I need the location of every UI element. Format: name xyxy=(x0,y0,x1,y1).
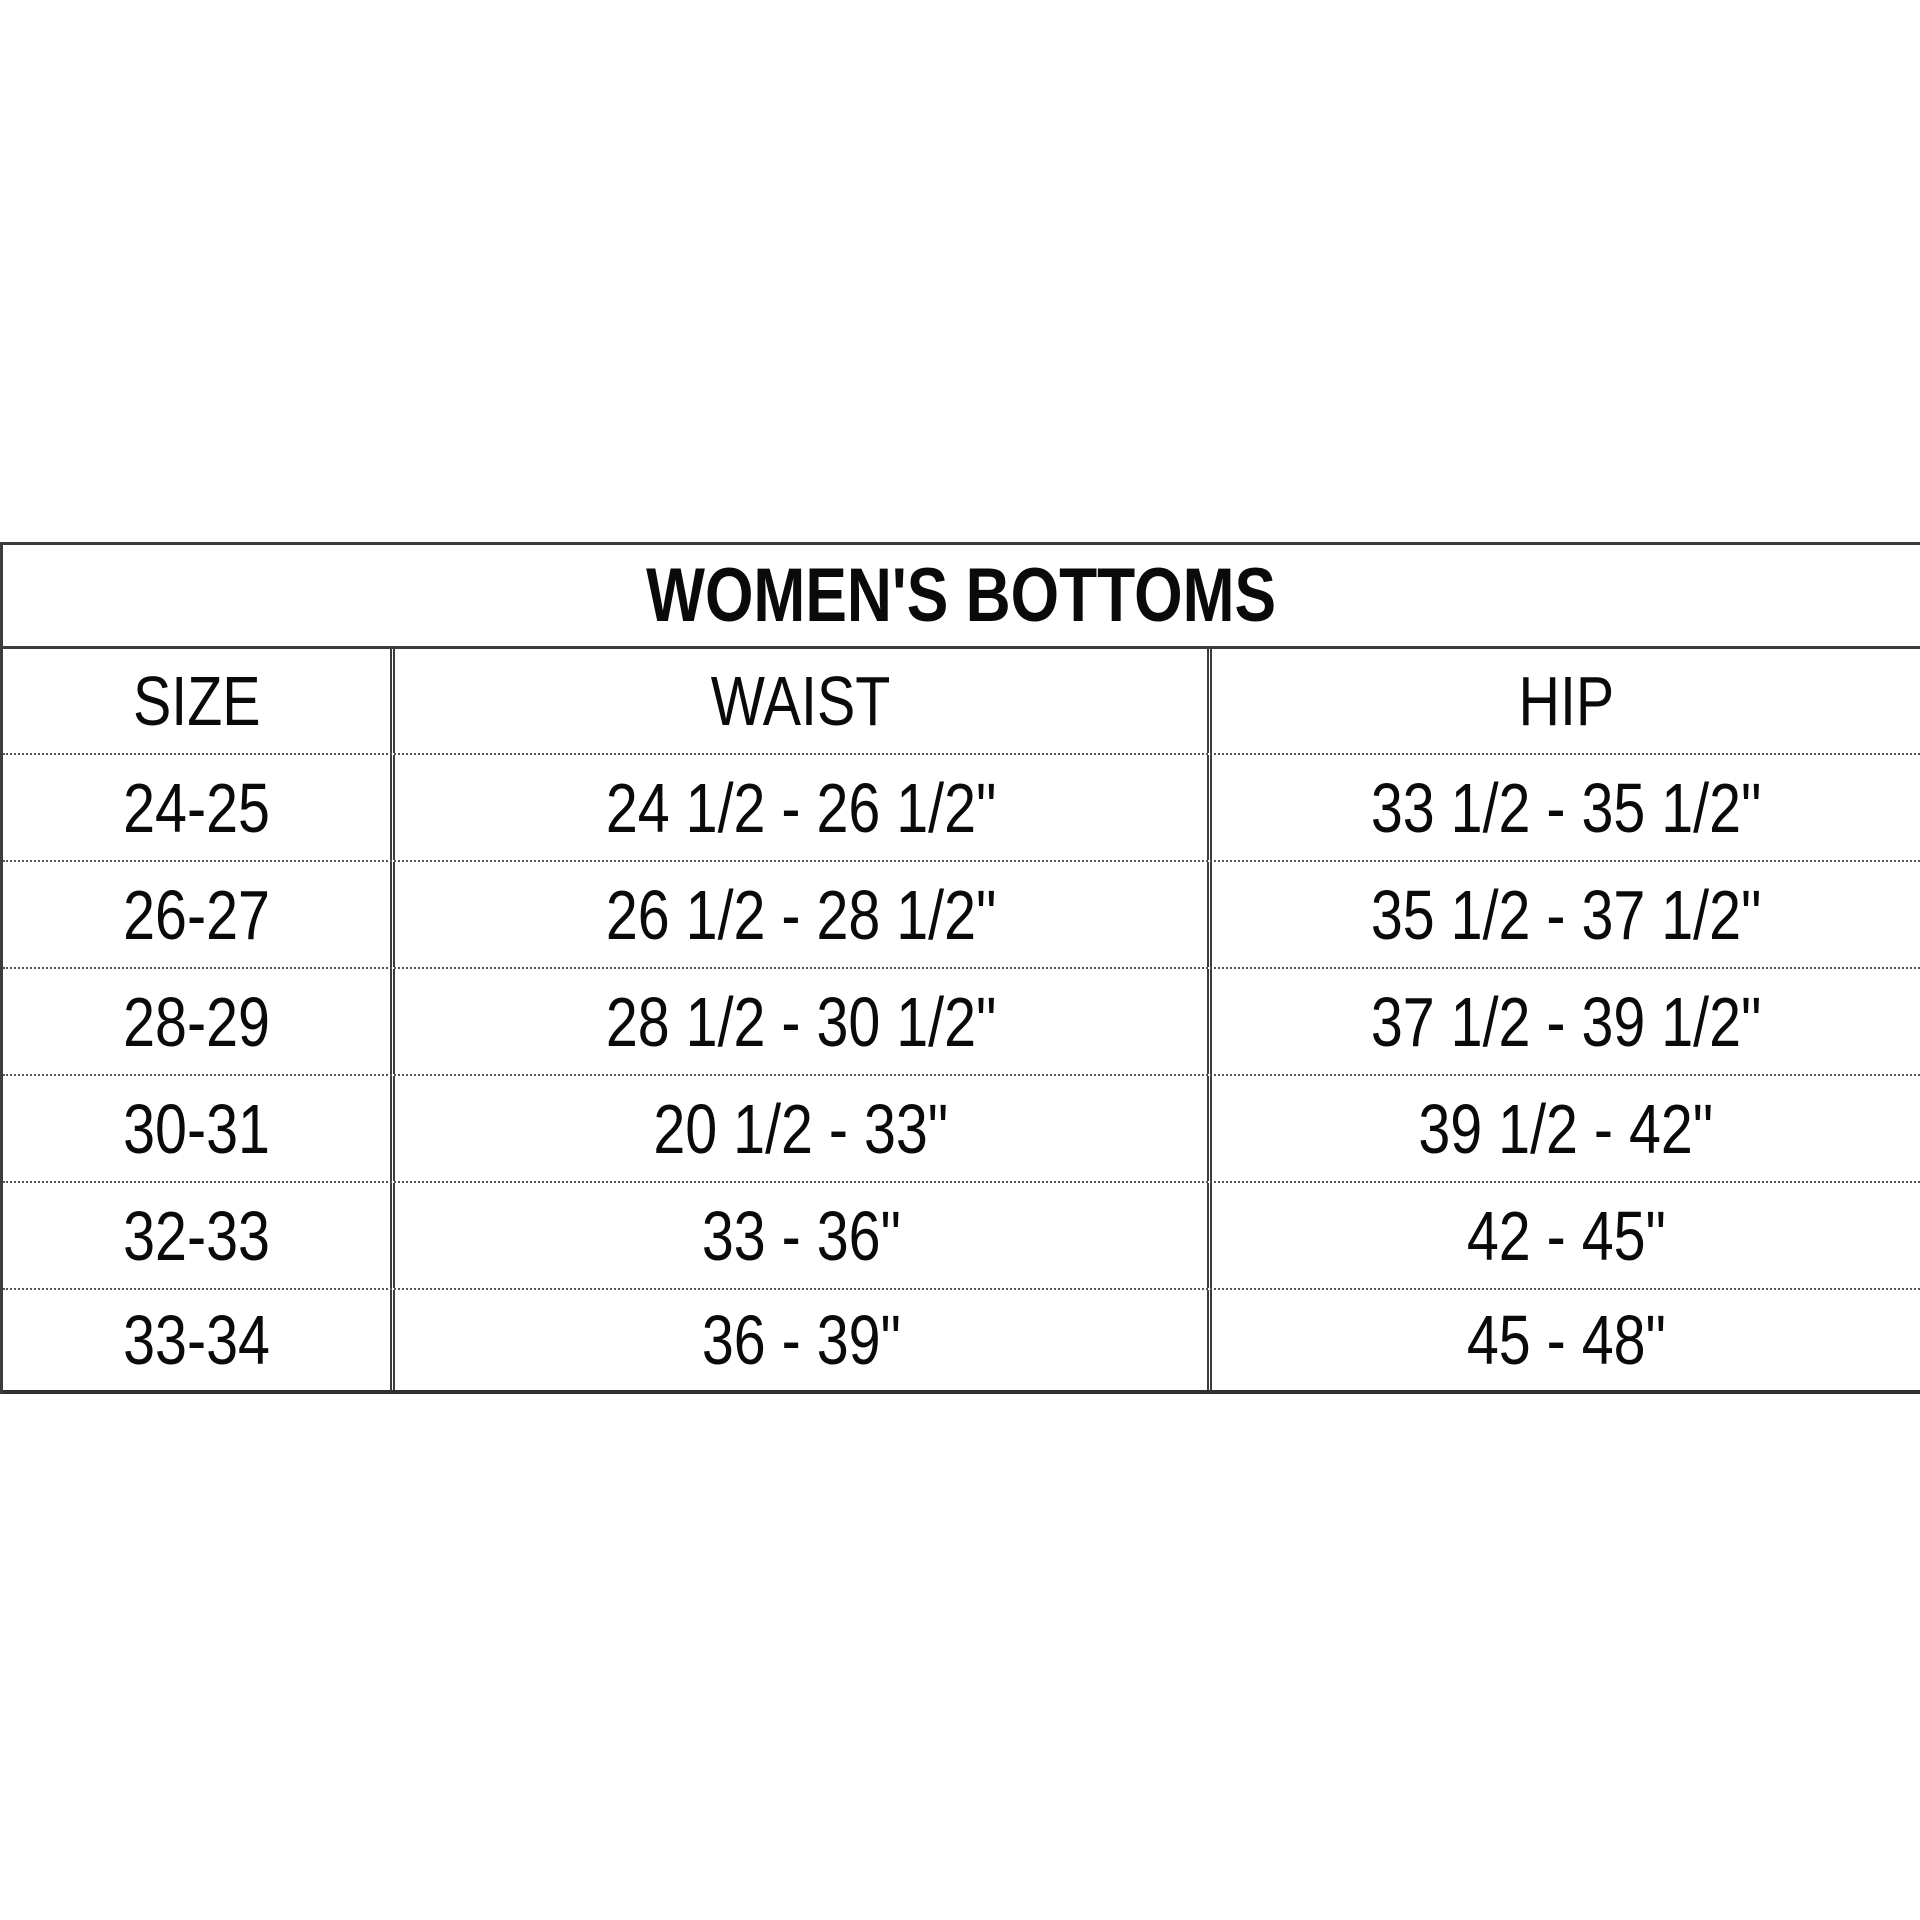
waist-value: 24 1/2 - 26 1/2" xyxy=(605,768,997,847)
size-value: 28-29 xyxy=(123,982,270,1061)
size-value: 26-27 xyxy=(123,875,270,954)
table-row xyxy=(3,969,1920,1076)
cell-size xyxy=(3,1076,390,1181)
waist-value: 20 1/2 - 33" xyxy=(653,1089,949,1168)
cell-size xyxy=(3,969,390,1074)
hip-value: 45 - 48" xyxy=(1466,1301,1666,1379)
cell-hip xyxy=(1207,755,1920,860)
cell-waist xyxy=(390,1183,1207,1288)
waist-value: 36 - 39" xyxy=(701,1301,901,1379)
cell-waist xyxy=(390,1076,1207,1181)
size-chart-table xyxy=(0,542,1920,1394)
table-row xyxy=(3,755,1920,862)
cell-waist xyxy=(390,1290,1207,1390)
size-value: 33-34 xyxy=(123,1301,270,1379)
waist-value: 26 1/2 - 28 1/2" xyxy=(605,875,997,954)
header-label-hip: HIP xyxy=(1518,662,1614,740)
cell-hip xyxy=(1207,1076,1920,1181)
table-header-row xyxy=(3,649,1920,755)
table-title: WOMEN'S BOTTOMS xyxy=(646,553,1277,638)
header-cell-size xyxy=(3,649,390,753)
header-label-waist: WAIST xyxy=(711,662,891,740)
header-cell-hip xyxy=(1207,649,1920,753)
cell-hip xyxy=(1207,862,1920,967)
cell-size xyxy=(3,1290,390,1390)
hip-value: 37 1/2 - 39 1/2" xyxy=(1370,982,1762,1061)
waist-value: 28 1/2 - 30 1/2" xyxy=(605,982,997,1061)
header-label-size: SIZE xyxy=(132,662,261,740)
cell-hip xyxy=(1207,1183,1920,1288)
size-value: 24-25 xyxy=(123,768,270,847)
cell-size xyxy=(3,755,390,860)
table-row xyxy=(3,1183,1920,1290)
cell-hip xyxy=(1207,1290,1920,1390)
cell-waist xyxy=(390,969,1207,1074)
hip-value: 42 - 45" xyxy=(1466,1196,1666,1275)
table-row xyxy=(3,1076,1920,1183)
header-cell-waist xyxy=(390,649,1207,753)
size-value: 32-33 xyxy=(123,1196,270,1275)
size-value: 30-31 xyxy=(123,1089,270,1168)
cell-hip xyxy=(1207,969,1920,1074)
hip-value: 39 1/2 - 42" xyxy=(1418,1089,1714,1168)
table-row xyxy=(3,862,1920,969)
cell-size xyxy=(3,862,390,967)
table-title-row xyxy=(3,545,1920,649)
hip-value: 33 1/2 - 35 1/2" xyxy=(1370,768,1762,847)
cell-size xyxy=(3,1183,390,1288)
cell-waist xyxy=(390,862,1207,967)
cell-waist xyxy=(390,755,1207,860)
table-row xyxy=(3,1290,1920,1394)
waist-value: 33 - 36" xyxy=(701,1196,901,1275)
hip-value: 35 1/2 - 37 1/2" xyxy=(1370,875,1762,954)
